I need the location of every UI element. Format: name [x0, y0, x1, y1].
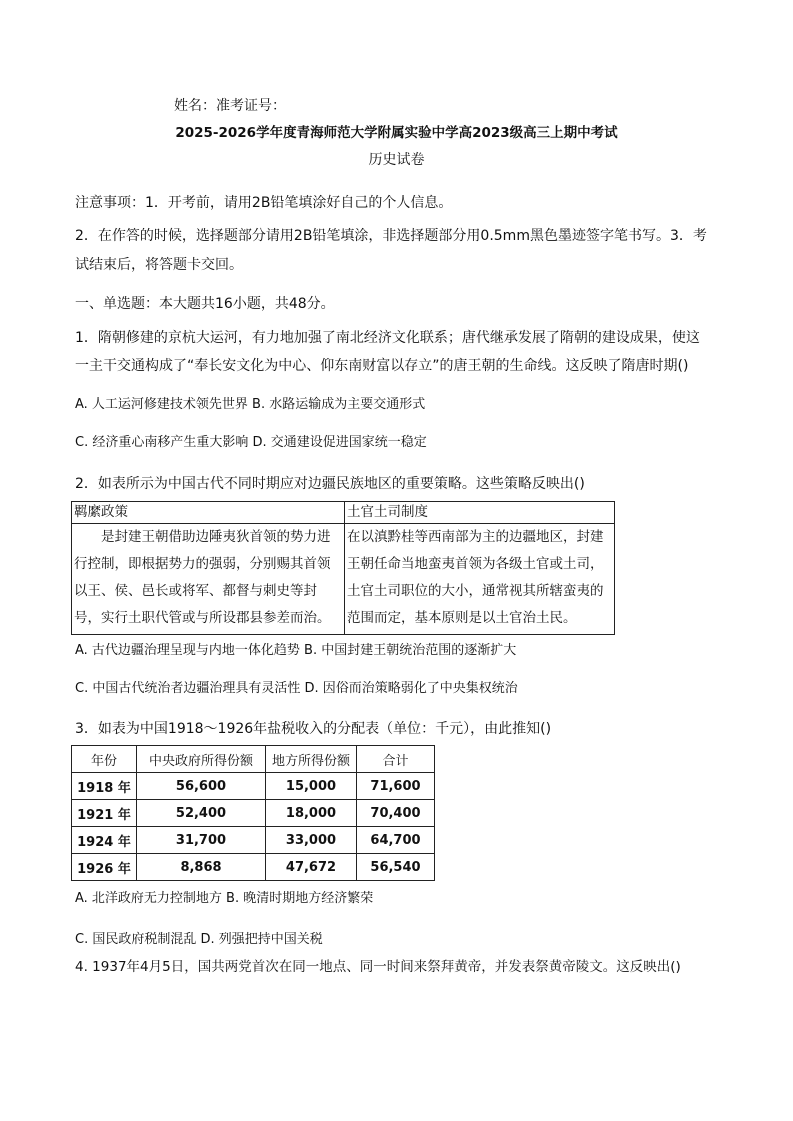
q3-stem: 3．如表为中国1918～1926年盐税收入的分配表（单位：千元），由此推知() [75, 721, 552, 737]
notes-line-3: 试结束后，将答题卡交回。 [75, 257, 243, 273]
q3-cell-central: 56,600 [137, 773, 266, 800]
section-title: 一、单选题：本大题共16小题，共48分。 [75, 296, 335, 312]
q2-stem: 2．如表所示为中国古代不同时期应对边疆民族地区的重要策略。这些策略反映出() [75, 476, 585, 492]
q3-cell-total: 70,400 [357, 800, 435, 827]
q2-options-ab: A. 古代边疆治理呈现与内地一体化趋势 B. 中国封建王朝统治范围的逐渐扩大 [75, 643, 517, 658]
q3-cell-central: 8,868 [137, 854, 266, 881]
q2-col2-header: 土官土司制度 [345, 502, 615, 524]
table-row [72, 827, 435, 854]
q3-cell-central: 52,400 [137, 800, 266, 827]
q4-stem: 4. 1937年4月5日，国共两党首次在同一地点、同一时间来祭拜黄帝，并发表祭黄帝陵文。这反映出() [75, 959, 681, 975]
q2-policy-table [71, 501, 615, 635]
q3-cell-year: 1926 年 [72, 854, 137, 881]
q1-stem-line-1: 1．隋朝修建的京杭大运河，有力地加强了南北经济文化联系；唐代继承发展了隋朝的建设成果，使这 [75, 330, 700, 346]
exam-title: 2025-2026学年度青海师范大学附属实验中学高2023级高三上期中考试 [175, 125, 618, 141]
subject-title: 历史试卷 [368, 152, 425, 168]
q3-options-ab: A. 北洋政府无力控制地方 B. 晚清时期地方经济繁荣 [75, 891, 374, 906]
q3-cell-total: 64,700 [357, 827, 435, 854]
q3-cell-total: 71,600 [357, 773, 435, 800]
q3-cell-local: 47,672 [266, 854, 357, 881]
q3-header-year: 年份 [72, 746, 137, 773]
q3-cell-year: 1918 年 [72, 773, 137, 800]
q1-options-ab: A. 人工运河修建技术领先世界 B. 水路运输成为主要交通形式 [75, 397, 426, 412]
q3-header-central: 中央政府所得份额 [137, 746, 266, 773]
notes-line-2: 2．在作答的时候，选择题部分请用2B铅笔填涂，非选择题部分用0.5mm黑色墨迹签字笔书写。3．考 [75, 228, 707, 244]
q3-cell-local: 33,000 [266, 827, 357, 854]
q3-cell-year: 1921 年 [72, 800, 137, 827]
q3-header-total: 合计 [357, 746, 435, 773]
q3-cell-local: 15,000 [266, 773, 357, 800]
table-row [72, 800, 435, 827]
q3-options-cd: C. 国民政府税制混乱 D. 列强把持中国关税 [75, 932, 323, 947]
name-exam-id-line: 姓名：准考证号： [174, 98, 286, 114]
table-row [72, 854, 435, 881]
notes-line-1: 注意事项：1．开考前，请用2B铅笔填涂好自己的个人信息。 [75, 195, 453, 211]
q3-header-local: 地方所得份额 [266, 746, 357, 773]
q3-cell-year: 1924 年 [72, 827, 137, 854]
q2-col2-body: 在以滇黔桂等西南部为主的边疆地区，封建王朝任命当地蛮夷首领为各级土官或土司，土官土司职位的大小，通常视其所辖蛮夷的范围而定，基本原则是以土官治土民。 [345, 524, 615, 635]
q3-table-header-row [72, 746, 435, 773]
q1-options-cd: C. 经济重心南移产生重大影响 D. 交通建设促进国家统一稳定 [75, 435, 427, 450]
q3-salt-tax-table [71, 745, 435, 881]
table-row [72, 773, 435, 800]
q3-cell-local: 18,000 [266, 800, 357, 827]
q3-cell-total: 56,540 [357, 854, 435, 881]
q2-col1-body: 是封建王朝借助边陲夷狄首领的势力进行控制，即根据势力的强弱，分别赐其首领以王、侯、邑长或将军、都督与刺史等封号，实行土职代管或与所设郡县参差而治。 [72, 524, 345, 635]
q3-cell-central: 31,700 [137, 827, 266, 854]
q1-stem-line-2: 一主干交通构成了“奉长安文化为中心、仰东南财富以存立”的唐王朝的生命线。这反映了隋唐时期() [75, 358, 689, 374]
q2-options-cd: C. 中国古代统治者边疆治理具有灵活性 D. 因俗而治策略弱化了中央集权统治 [75, 681, 518, 696]
q2-col1-header: 羁縻政策 [72, 502, 345, 524]
